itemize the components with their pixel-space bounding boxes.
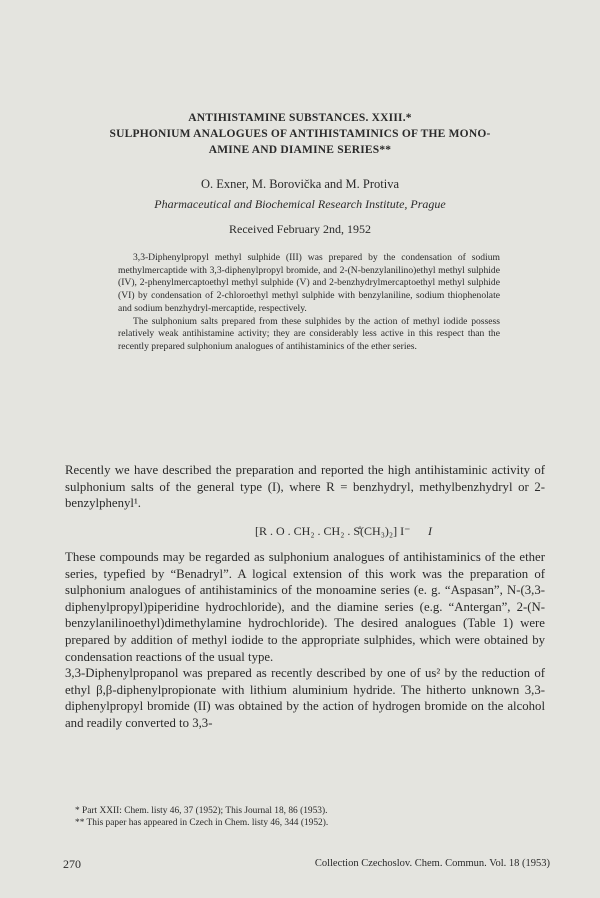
footnote-2: ** This paper has appeared in Czech in Chem. listy 46, 344 (1952). — [75, 818, 329, 828]
page-number: 270 — [63, 857, 81, 871]
general-formula: [R . O . CH₂ . CH₂ . S̊(CH₃)₂] I⁻ — [255, 524, 411, 538]
abstract-paragraph-1: 3,3-Diphenylpropyl methyl sulphide (III) was prepared by the condensation of sodium methylmercaptide with 3,3-diphenylpropyl bromide, and 2-(N-benzylanilino)ethyl methyl sulphide (IV), 2-phenylmercaptoethyl methyl sulphide (V) and 2-benzhydrylmercaptoethyl methyl sulphide (VI) by condensation of 2-chloroethyl methyl sulphide with benzylaniline, sodium thiophenolate and sodium benzhydryl-mercaptide, respectively. — [118, 252, 500, 314]
journal-citation: Collection Czechoslov. Chem. Commun. Vol. 18 (1953) — [314, 858, 550, 869]
footnotes — [75, 805, 545, 829]
received-date: Received February 2nd, 1952 — [229, 222, 371, 236]
abstract-paragraph-2: The sulphonium salts prepared from these sulphides by the action of methyl iodide possess relatively weak antihistamine activity; they are considerably less active in this respect than the recently prepared sulphonium analogues of antihistaminics of the ether series. — [118, 315, 500, 352]
affiliation: Pharmaceutical and Biochemical Research Institute, Prague — [154, 197, 446, 211]
abstract — [118, 252, 500, 354]
body-intro — [65, 462, 545, 512]
authors: O. Exner, M. Borovička and M. Protiva — [200, 177, 400, 191]
title-line-1: ANTIHISTAMINE SUBSTANCES. XXIII.* — [188, 112, 412, 124]
body-main — [65, 549, 545, 732]
formula-number: I — [428, 524, 432, 538]
article-title — [50, 110, 550, 158]
title-line-2: SULPHONIUM ANALOGUES OF ANTIHISTAMINICS OF THE MONO- — [109, 128, 491, 140]
body-paragraph-3: 3,3-Diphenylpropanol was prepared as recently described by one of us² by the reduction of ethyl β,β-diphenylpropionate with lithium aluminium hydride. The hitherto unknown 3,3-diphenylpropyl bromide (II) was obtained by the action of hydrogen bromide on the alcohol and readily converted to 3,3- — [65, 666, 545, 730]
title-line-3: AMINE AND DIAMINE SERIES** — [208, 144, 392, 156]
body-paragraph-1: Recently we have described the preparation and reported the high antihistaminic activity of sulphonium salts of the general type (I), where R = benzhydryl, methylbenzhydryl or 2-benzylphenyl¹. — [65, 463, 545, 511]
footnote-1: * Part XXII: Chem. listy 46, 37 (1952); This Journal 18, 86 (1953). — [75, 806, 328, 816]
body-paragraph-2: These compounds may be regarded as sulphonium analogues of antihistaminics of the ether series, typefied by “Benadryl”. A logical extension of this work was the preparation of sulphonium analogues of antihistaminics of the monoamine series (e. g. “Aspasan”, N-(3,3-diphenylpropyl)piperidine hydrochloride), and the diamine series (e.g. “Antergan”, 2-(N-benzylanilinoethyl)dimethylamine hydrochloride). The desired analogues (Table 1) were prepared by addition of methyl iodide to the appropriate sulphides, which were obtained by condensation reactions of the usual type. — [65, 550, 545, 664]
